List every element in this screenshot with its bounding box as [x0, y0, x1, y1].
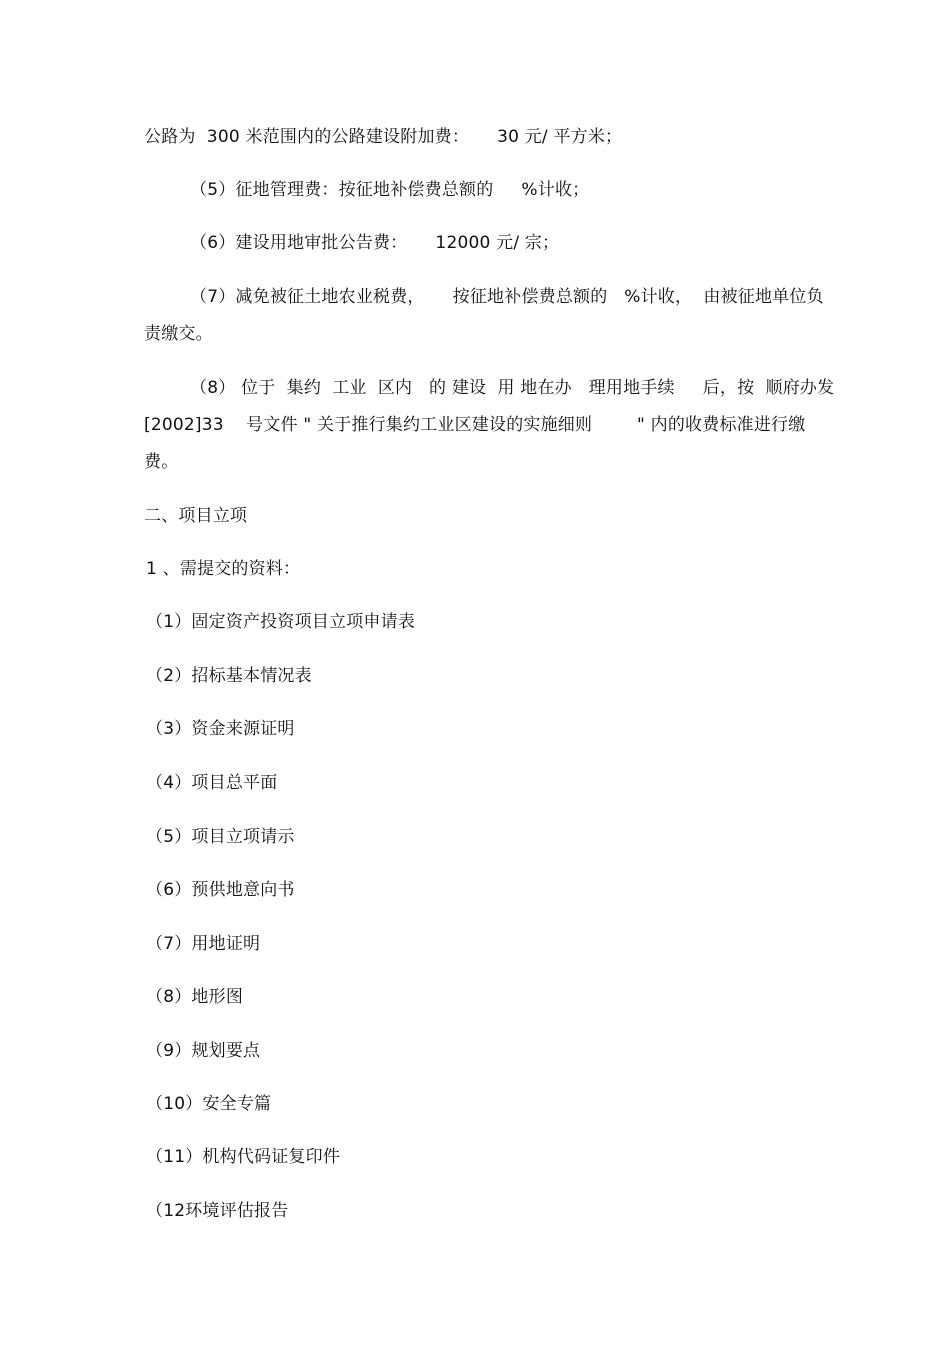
- industrial-zone-fee-text-line-3: 费。: [144, 452, 179, 472]
- list-item: （10）安全专篇: [146, 1094, 272, 1114]
- list-item: （3）资金来源证明: [146, 719, 295, 739]
- land-management-fee-text: （5）征地管理费：按征地补偿费总额的 %计收；: [190, 180, 590, 200]
- section-subheading: 1 、需提交的资料：: [146, 559, 301, 579]
- list-item: （2）招标基本情况表: [146, 666, 312, 686]
- agricultural-tax-text-line-2: 责缴交。: [144, 324, 213, 344]
- list-item: （6）预供地意向书: [146, 880, 295, 900]
- section-heading: 二、项目立项: [144, 506, 248, 526]
- list-item: （12环境评估报告: [146, 1201, 289, 1221]
- list-item: （5）项目立项请示: [146, 827, 295, 847]
- list-item: （11）机构代码证复印件: [146, 1147, 341, 1167]
- list-item: （4）项目总平面: [146, 773, 278, 793]
- list-item: （9）规划要点: [146, 1041, 261, 1061]
- industrial-zone-fee-text-line-2: [2002]33 号文件 " 关于推行集约工业区建设的实施细则 " 内的收费标准进行缴: [144, 415, 806, 435]
- land-approval-notice-fee-text: （6）建设用地审批公告费： 12000 元/ 宗；: [190, 233, 560, 253]
- list-item: （8）地形图: [146, 987, 244, 1007]
- industrial-zone-fee-text-line-1: （8） 位于 集约 工业 区内 的 建设 用 地在办 理用地手续 后，按 顺府办发: [190, 378, 835, 398]
- agricultural-tax-text-line-1: （7）减免被征土地农业税费， 按征地补偿费总额的 %计收， 由被征地单位负: [190, 287, 824, 307]
- road-construction-fee-text: 公路为 300 米范围内的公路建设附加费： 30 元/ 平方米；: [144, 127, 623, 147]
- list-item: （1）固定资产投资项目立项申请表: [146, 612, 416, 632]
- list-item: （7）用地证明: [146, 934, 261, 954]
